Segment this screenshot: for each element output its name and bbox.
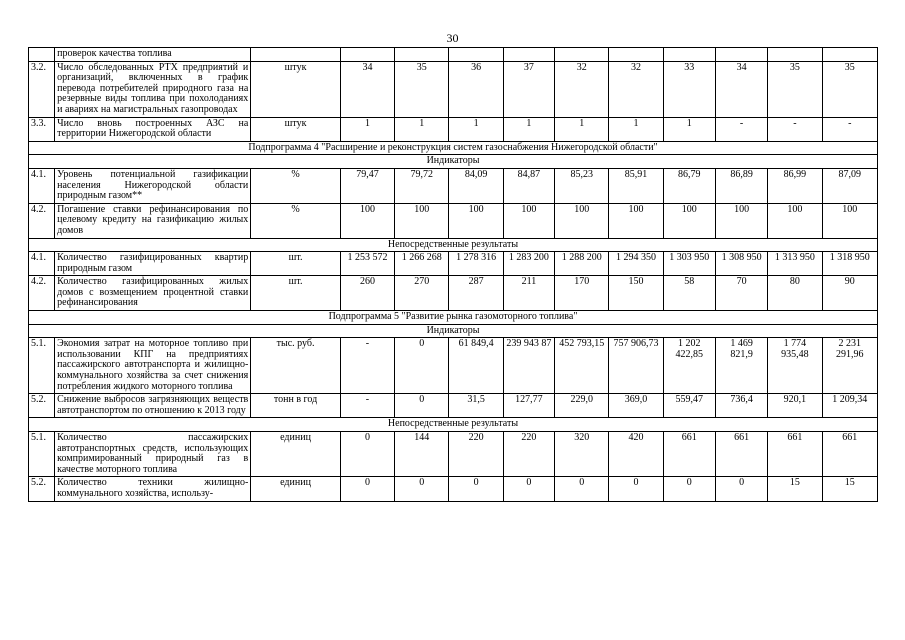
- value-cell: 1 469 821,9: [715, 338, 767, 394]
- value-cell: [503, 48, 554, 62]
- value-cell: 1 288 200: [555, 252, 609, 276]
- value-cell: 1: [503, 117, 554, 141]
- row-number: [29, 48, 55, 62]
- value-cell: 58: [663, 276, 715, 311]
- value-cell: 0: [449, 477, 503, 501]
- value-cell: 1 209,34: [822, 394, 877, 418]
- value-cell: -: [822, 117, 877, 141]
- value-cell: 287: [449, 276, 503, 311]
- value-cell: 144: [395, 432, 449, 477]
- value-cell: 35: [768, 61, 822, 117]
- value-cell: [449, 48, 503, 62]
- row-number: 5.1.: [29, 338, 55, 394]
- value-cell: 220: [503, 432, 554, 477]
- value-cell: 1 294 350: [609, 252, 663, 276]
- section-row: [29, 155, 878, 169]
- value-cell: 33: [663, 61, 715, 117]
- section-heading: Подпрограмма 4 "Расширение и реконструкция систем газоснабжения Нижегородской области": [29, 141, 878, 155]
- value-cell: [715, 48, 767, 62]
- value-cell: 0: [395, 477, 449, 501]
- value-cell: 34: [340, 61, 394, 117]
- value-cell: 757 906,73: [609, 338, 663, 394]
- value-cell: 86,89: [715, 168, 767, 203]
- row-number: 5.2.: [29, 477, 55, 501]
- value-cell: 170: [555, 276, 609, 311]
- table-row: [29, 477, 878, 501]
- indicator-name: Число обследованных РТХ предприятий и организаций, включенных в график перевода потребителей природного газа на резервные виды топлива при похолоданиях и авариях на магистральных газопроводах: [55, 61, 251, 117]
- value-cell: 559,47: [663, 394, 715, 418]
- table-row: [29, 394, 878, 418]
- value-cell: 661: [768, 432, 822, 477]
- unit-cell: %: [251, 203, 341, 238]
- section-heading: Индикаторы: [29, 324, 878, 338]
- value-cell: 1 318 950: [822, 252, 877, 276]
- value-cell: 1 774 935,48: [768, 338, 822, 394]
- value-cell: 15: [768, 477, 822, 501]
- unit-cell: единиц: [251, 432, 341, 477]
- unit-cell: тонн в год: [251, 394, 341, 418]
- value-cell: 37: [503, 61, 554, 117]
- value-cell: 0: [503, 477, 554, 501]
- table-row: [29, 252, 878, 276]
- unit-cell: штук: [251, 117, 341, 141]
- row-number: 5.2.: [29, 394, 55, 418]
- value-cell: 320: [555, 432, 609, 477]
- value-cell: 1: [340, 117, 394, 141]
- section-row: [29, 238, 878, 252]
- unit-cell: шт.: [251, 252, 341, 276]
- value-cell: 100: [822, 203, 877, 238]
- value-cell: 100: [395, 203, 449, 238]
- value-cell: 0: [340, 477, 394, 501]
- row-number: 4.1.: [29, 168, 55, 203]
- value-cell: 1: [609, 117, 663, 141]
- row-number: 4.2.: [29, 276, 55, 311]
- unit-cell: тыс. руб.: [251, 338, 341, 394]
- value-cell: 90: [822, 276, 877, 311]
- value-cell: 15: [822, 477, 877, 501]
- table-row: [29, 203, 878, 238]
- indicator-name: Уровень потенциальной газификации населения Нижегородской области природным газом**: [55, 168, 251, 203]
- table-row: [29, 338, 878, 394]
- value-cell: 61 849,4: [449, 338, 503, 394]
- section-heading: Индикаторы: [29, 155, 878, 169]
- table-row: [29, 48, 878, 62]
- unit-cell: [251, 48, 341, 62]
- value-cell: 1: [395, 117, 449, 141]
- value-cell: 1 308 950: [715, 252, 767, 276]
- indicator-name: Снижение выбросов загрязняющих веществ автотранспортом по отношению к 2013 году: [55, 394, 251, 418]
- value-cell: 229,0: [555, 394, 609, 418]
- value-cell: 32: [609, 61, 663, 117]
- value-cell: 1 253 572: [340, 252, 394, 276]
- indicator-name: Количество газифицированных квартир природным газом: [55, 252, 251, 276]
- value-cell: 100: [715, 203, 767, 238]
- page-number: 30: [446, 31, 459, 45]
- value-cell: 0: [395, 338, 449, 394]
- value-cell: 1 278 316: [449, 252, 503, 276]
- value-cell: [768, 48, 822, 62]
- unit-cell: штук: [251, 61, 341, 117]
- table-row: [29, 276, 878, 311]
- value-cell: 32: [555, 61, 609, 117]
- value-cell: 211: [503, 276, 554, 311]
- value-cell: 736,4: [715, 394, 767, 418]
- value-cell: 100: [663, 203, 715, 238]
- value-cell: 100: [768, 203, 822, 238]
- value-cell: 452 793,15: [555, 338, 609, 394]
- value-cell: [340, 48, 394, 62]
- value-cell: -: [340, 338, 394, 394]
- value-cell: 35: [395, 61, 449, 117]
- indicators-table: [28, 47, 878, 502]
- indicator-name: Количество газифицированных жилых домов с возмещением процентной ставки рефинансирования: [55, 276, 251, 311]
- value-cell: 1 202 422,85: [663, 338, 715, 394]
- section-row: [29, 311, 878, 325]
- value-cell: 0: [395, 394, 449, 418]
- unit-cell: %: [251, 168, 341, 203]
- value-cell: 84,09: [449, 168, 503, 203]
- section-row: [29, 141, 878, 155]
- value-cell: [822, 48, 877, 62]
- value-cell: 100: [449, 203, 503, 238]
- value-cell: 100: [340, 203, 394, 238]
- value-cell: 127,77: [503, 394, 554, 418]
- value-cell: 100: [609, 203, 663, 238]
- unit-cell: шт.: [251, 276, 341, 311]
- value-cell: 80: [768, 276, 822, 311]
- indicator-name: проверок качества топлива: [55, 48, 251, 62]
- value-cell: 0: [609, 477, 663, 501]
- value-cell: 1: [449, 117, 503, 141]
- indicator-name: Погашение ставки рефинансирования по целевому кредиту на газификацию жилых домов: [55, 203, 251, 238]
- value-cell: 87,09: [822, 168, 877, 203]
- value-cell: 85,91: [609, 168, 663, 203]
- value-cell: 661: [822, 432, 877, 477]
- indicator-name: Число вновь построенных АЗС на территории Нижегородской области: [55, 117, 251, 141]
- section-heading: Непосредственные результаты: [29, 238, 878, 252]
- value-cell: -: [768, 117, 822, 141]
- row-number: 5.1.: [29, 432, 55, 477]
- section-row: [29, 324, 878, 338]
- value-cell: 0: [663, 477, 715, 501]
- row-number: 4.2.: [29, 203, 55, 238]
- unit-cell: единиц: [251, 477, 341, 501]
- value-cell: [609, 48, 663, 62]
- value-cell: 84,87: [503, 168, 554, 203]
- value-cell: 1: [555, 117, 609, 141]
- value-cell: 35: [822, 61, 877, 117]
- indicator-name: Количество пассажирских автотранспортных средств, использующих компримированный природный газ в качестве моторного топлива: [55, 432, 251, 477]
- value-cell: -: [715, 117, 767, 141]
- table-row: [29, 432, 878, 477]
- value-cell: 86,79: [663, 168, 715, 203]
- value-cell: 661: [715, 432, 767, 477]
- table-row: [29, 61, 878, 117]
- value-cell: 31,5: [449, 394, 503, 418]
- value-cell: 36: [449, 61, 503, 117]
- value-cell: 34: [715, 61, 767, 117]
- value-cell: 86,99: [768, 168, 822, 203]
- section-row: [29, 418, 878, 432]
- table-row: [29, 117, 878, 141]
- value-cell: [663, 48, 715, 62]
- value-cell: 220: [449, 432, 503, 477]
- row-number: 3.3.: [29, 117, 55, 141]
- value-cell: 79,72: [395, 168, 449, 203]
- value-cell: 1: [663, 117, 715, 141]
- indicator-name: Количество техники жилищно-коммунального хозяйства, использу-: [55, 477, 251, 501]
- value-cell: 85,23: [555, 168, 609, 203]
- value-cell: 260: [340, 276, 394, 311]
- value-cell: 239 943 87: [503, 338, 554, 394]
- value-cell: 0: [555, 477, 609, 501]
- value-cell: 100: [503, 203, 554, 238]
- value-cell: 1 303 950: [663, 252, 715, 276]
- value-cell: 2 231 291,96: [822, 338, 877, 394]
- value-cell: 100: [555, 203, 609, 238]
- value-cell: 1 313 950: [768, 252, 822, 276]
- value-cell: [395, 48, 449, 62]
- value-cell: 420: [609, 432, 663, 477]
- table-row: [29, 168, 878, 203]
- section-heading: Подпрограмма 5 "Развитие рынка газомоторного топлива": [29, 311, 878, 325]
- value-cell: 1 283 200: [503, 252, 554, 276]
- indicator-name: Экономия затрат на моторное топливо при использовании КПГ на предприятиях пассажирского автотранспорта и жилищно-коммунального хозяйства за счет снижения потребления жидкого моторного топлива: [55, 338, 251, 394]
- value-cell: -: [340, 394, 394, 418]
- value-cell: 79,47: [340, 168, 394, 203]
- row-number: 3.2.: [29, 61, 55, 117]
- value-cell: 0: [715, 477, 767, 501]
- value-cell: 369,0: [609, 394, 663, 418]
- value-cell: 920,1: [768, 394, 822, 418]
- section-heading: Непосредственные результаты: [29, 418, 878, 432]
- value-cell: 661: [663, 432, 715, 477]
- value-cell: 1 266 268: [395, 252, 449, 276]
- value-cell: 70: [715, 276, 767, 311]
- value-cell: [555, 48, 609, 62]
- value-cell: 0: [340, 432, 394, 477]
- row-number: 4.1.: [29, 252, 55, 276]
- value-cell: 150: [609, 276, 663, 311]
- value-cell: 270: [395, 276, 449, 311]
